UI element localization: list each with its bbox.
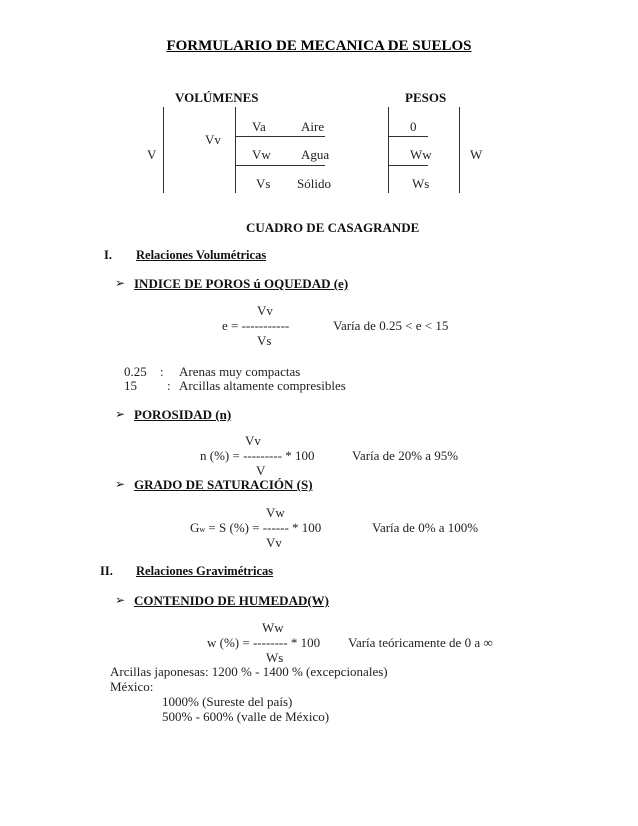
diagram-line-h-2-right	[388, 165, 428, 166]
label-ws: Ws	[412, 176, 430, 191]
moisture-note-japan: Arcillas japonesas: 1200 % - 1400 % (excepcionales)	[110, 664, 388, 679]
void-ratio-note2-value: 15	[124, 378, 137, 393]
saturation-heading: GRADO DE SATURACIÓN (S)	[134, 477, 313, 492]
moisture-range: Varía teóricamente de 0 a ∞	[348, 635, 493, 650]
phase-air: Aire	[301, 119, 325, 134]
saturation-equation: Gw = S (%) = ------ * 100	[190, 520, 322, 535]
diagram-line-v-outer-right	[459, 107, 460, 193]
label-w-air: 0	[410, 119, 417, 134]
label-va: Va	[252, 119, 266, 134]
moisture-note-southeast: 1000% (Sureste del país)	[162, 694, 293, 709]
porosity-range: Varía de 20% a 95%	[352, 448, 459, 463]
section1-number: I.	[104, 248, 112, 262]
label-vs: Vs	[256, 176, 271, 191]
porosity-equation: n (%) = --------- * 100	[200, 448, 315, 463]
moisture-equation: w (%) = -------- * 100	[207, 635, 321, 650]
moisture-content-heading: CONTENIDO DE HUMEDAD(W)	[134, 593, 329, 608]
label-vw: Vw	[252, 147, 271, 162]
diagram-line-v-inner-left	[235, 107, 236, 193]
bullet-arrow-icon: ➢	[115, 407, 126, 421]
diagram-line-v-inner-right	[388, 107, 389, 193]
porosity-denominator: V	[256, 463, 266, 478]
saturation-numerator: Vw	[266, 505, 285, 520]
moisture-denominator: Ws	[266, 650, 284, 665]
weights-header: PESOS	[405, 90, 447, 105]
section2-number: II.	[100, 564, 113, 578]
moisture-note-mexico: México:	[110, 679, 154, 694]
bullet-arrow-icon: ➢	[115, 276, 126, 290]
label-w: W	[470, 147, 483, 162]
diagram-line-h-2	[235, 165, 325, 166]
phase-solid: Sólido	[297, 176, 331, 191]
diagram-line-h-1	[235, 136, 325, 137]
casagrande-caption: CUADRO DE CASAGRANDE	[246, 220, 420, 235]
porosity-heading: POROSIDAD (n)	[134, 407, 232, 422]
document-title: FORMULARIO DE MECANICA DE SUELOS	[166, 38, 472, 54]
section1-title: Relaciones Volumétricas	[136, 248, 267, 262]
void-ratio-note2-text: Arcillas altamente compresibles	[179, 378, 346, 393]
diagram-line-h-1-right	[388, 136, 428, 137]
label-vv: Vv	[205, 132, 221, 147]
void-ratio-note2-sep: :	[167, 378, 171, 393]
void-ratio-denominator: Vs	[257, 333, 272, 348]
void-ratio-note1-value: 0.25	[124, 364, 147, 379]
void-ratio-note1-text: Arenas muy compactas	[179, 364, 301, 379]
diagram-line-v-outer-left	[163, 107, 164, 193]
phase-water: Agua	[301, 147, 330, 162]
void-ratio-range: Varía de 0.25 < e < 15	[333, 318, 449, 333]
section2-title: Relaciones Gravimétricas	[136, 564, 274, 578]
moisture-note-valley: 500% - 600% (valle de México)	[162, 709, 330, 724]
void-ratio-equation: e = -----------	[222, 318, 290, 333]
void-ratio-numerator: Vv	[257, 303, 273, 318]
saturation-range: Varía de 0% a 100%	[372, 520, 479, 535]
bullet-arrow-icon: ➢	[115, 477, 126, 491]
saturation-denominator: Vv	[266, 535, 282, 550]
void-ratio-heading: INDICE DE POROS ú OQUEDAD (e)	[134, 276, 349, 291]
bullet-arrow-icon: ➢	[115, 593, 126, 607]
label-v: V	[147, 147, 157, 162]
porosity-numerator: Vv	[245, 433, 261, 448]
void-ratio-note1-sep: :	[160, 364, 164, 379]
label-ww: Ww	[410, 147, 432, 162]
moisture-numerator: Ww	[262, 620, 284, 635]
volumes-header: VOLÚMENES	[175, 90, 259, 105]
